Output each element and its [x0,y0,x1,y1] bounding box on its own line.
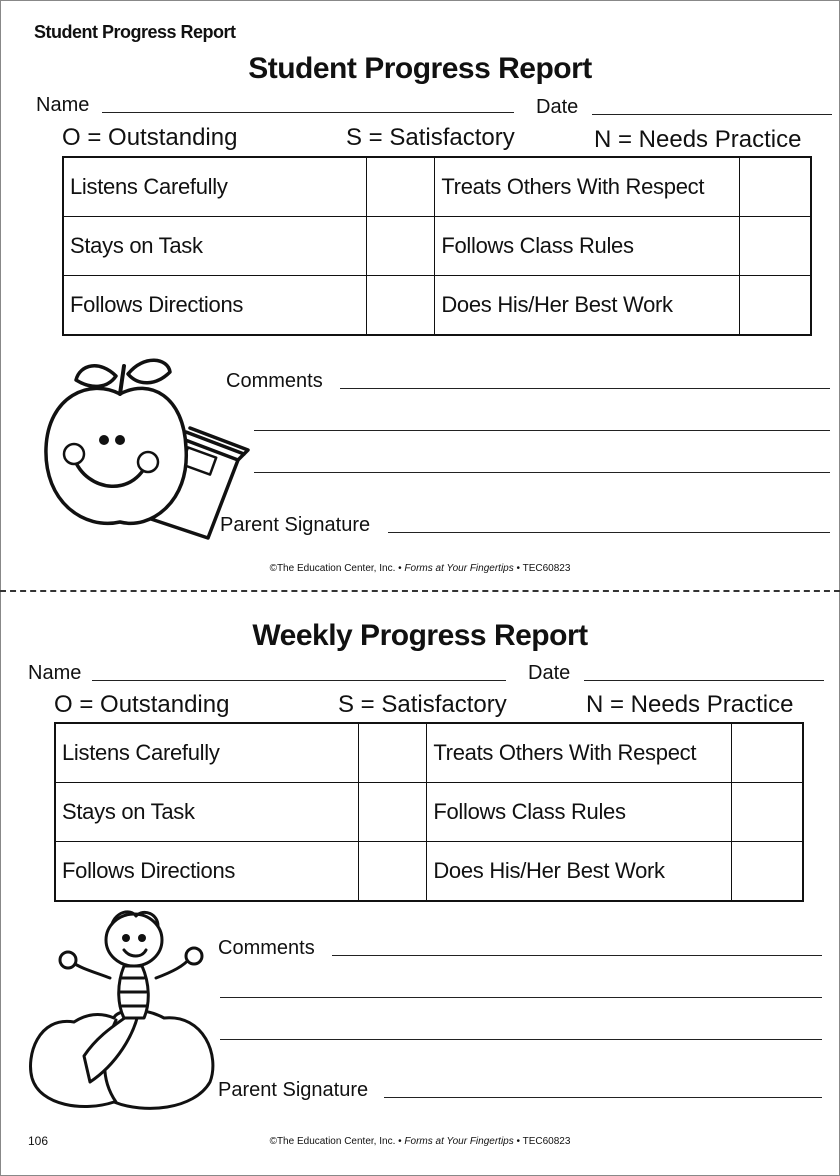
table-row [63,157,811,217]
book-title: Forms at Your Fingertips [404,563,514,574]
rating-box[interactable] [732,783,803,842]
table-row [55,842,803,902]
rating-box[interactable] [358,783,427,842]
page-number: 106 [28,1134,49,1148]
rating-box[interactable] [358,723,427,783]
comments-label: Comments [226,370,323,392]
date-label: Date [536,96,579,118]
legend-needs-practice: N = Needs Practice [586,691,794,718]
table-row [55,723,803,783]
comments-line[interactable] [254,430,830,431]
legend-outstanding: O = Outstanding [62,124,238,151]
skill-follows-directions: Follows Directions [63,276,366,336]
comments-label: Comments [218,937,315,959]
skill-follows-directions: Follows Directions [55,842,358,902]
book-title: Forms at Your Fingertips [404,1136,514,1147]
table-row [63,217,811,276]
copyright-notice [0,1136,840,1147]
skill-treats-others: Treats Others With Respect [427,723,732,783]
name-field[interactable] [92,680,506,681]
comments-line[interactable] [220,1039,822,1040]
rating-box[interactable] [740,276,811,336]
rating-box[interactable] [740,157,811,217]
comments-line[interactable] [220,997,822,998]
skill-best-work: Does His/Her Best Work [427,842,732,902]
form-title: Weekly Progress Report [252,619,588,652]
rating-box[interactable] [358,842,427,902]
copyright-notice [0,563,840,574]
product-code: • TEC60823 [516,1136,571,1147]
table-row [63,276,811,336]
skill-listens-carefully: Listens Carefully [55,723,358,783]
name-label: Name [28,662,82,684]
rating-box[interactable] [366,276,435,336]
date-label: Date [528,662,571,684]
legend-needs-practice: N = Needs Practice [594,126,802,153]
comments-line[interactable] [254,472,830,473]
legend-satisfactory: S = Satisfactory [346,124,515,151]
rating-box[interactable] [740,217,811,276]
parent-signature-line[interactable] [388,532,830,533]
name-label: Name [36,94,90,116]
table-row [55,783,803,842]
skill-stays-on-task: Stays on Task [63,217,366,276]
rating-box[interactable] [732,723,803,783]
date-field[interactable] [592,114,832,115]
rating-table [62,156,812,336]
cut-line [0,590,840,592]
legend-satisfactory: S = Satisfactory [338,691,507,718]
skill-follows-class-rules: Follows Class Rules [427,783,732,842]
skill-stays-on-task: Stays on Task [55,783,358,842]
skill-follows-class-rules: Follows Class Rules [435,217,740,276]
parent-signature-line[interactable] [384,1097,822,1098]
date-field[interactable] [584,680,824,681]
page-header: Student Progress Report [34,22,236,42]
rating-table [54,722,804,902]
skill-treats-others: Treats Others With Respect [435,157,740,217]
comments-line[interactable] [340,388,830,389]
rating-box[interactable] [366,217,435,276]
apple-with-book-icon [40,352,250,542]
parent-signature-label: Parent Signature [218,1079,369,1101]
form-title: Student Progress Report [248,52,592,85]
publisher: ©The Education Center, Inc. • [269,563,402,574]
name-field[interactable] [102,112,514,113]
comments-line[interactable] [332,955,822,956]
rating-box[interactable] [366,157,435,217]
publisher: ©The Education Center, Inc. • [269,1136,402,1147]
rating-box[interactable] [732,842,803,902]
skill-best-work: Does His/Her Best Work [435,276,740,336]
skill-listens-carefully: Listens Carefully [63,157,366,217]
parent-signature-label: Parent Signature [220,514,371,536]
product-code: • TEC60823 [516,563,571,574]
worm-on-apple-icon [24,906,220,1116]
legend-outstanding: O = Outstanding [54,691,230,718]
